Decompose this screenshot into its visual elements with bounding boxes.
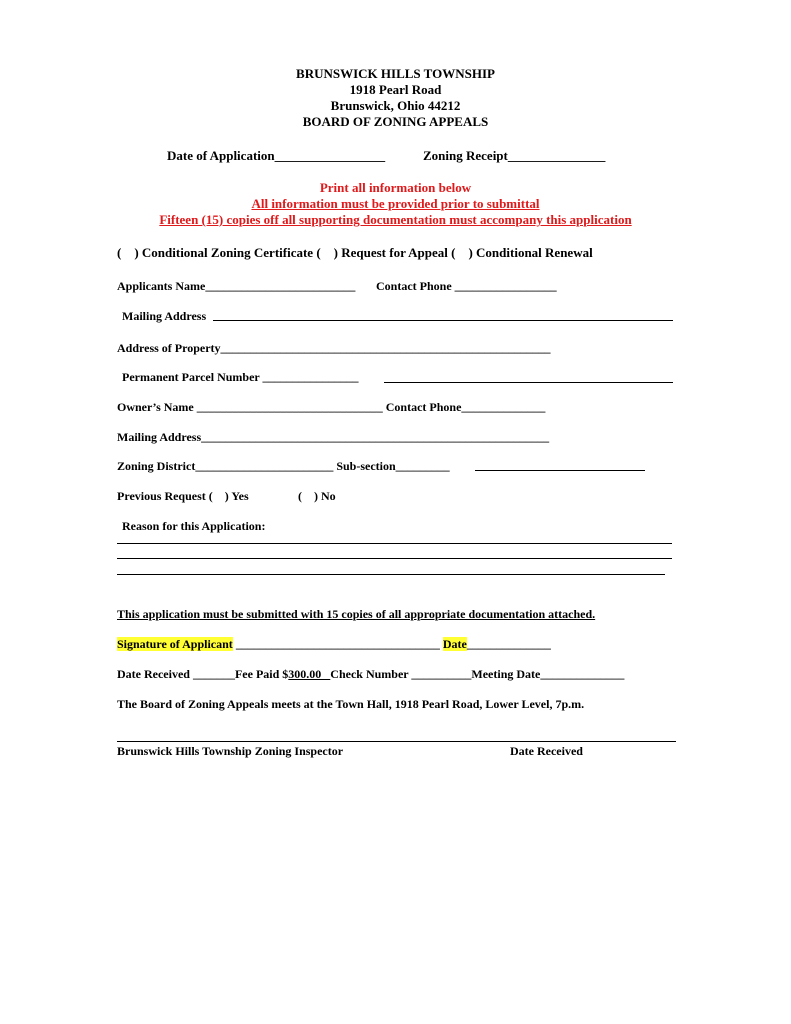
footer-date-received-label: Date Received — [510, 744, 583, 758]
signature-date-label: Date — [442, 637, 467, 651]
zoning-receipt-field[interactable]: Zoning Receipt_______________ — [423, 148, 606, 163]
inspector-signature-line[interactable] — [117, 741, 676, 742]
zoning-district-field[interactable]: Zoning District_______________________ Sub-section_________ — [117, 459, 450, 473]
owners-name-field[interactable]: Owner’s Name _______________________________ Contact Phone______________ — [117, 400, 546, 414]
date-of-application-field[interactable]: Date of Application_________________ — [167, 148, 386, 163]
signature-date-line[interactable]: ______________ — [466, 637, 551, 651]
request-type-options[interactable]: ( ) Conditional Zoning Certificate ( ) Request for Appeal ( ) Conditional Renewal — [117, 245, 593, 260]
instruction-print: Print all information below — [319, 180, 472, 195]
date-received-fee-label[interactable]: Date Received _______Fee Paid $ — [117, 667, 289, 681]
inspector-label: Brunswick Hills Township Zoning Inspector — [117, 744, 344, 758]
instruction-provided: All information must be provided prior to submittal — [251, 196, 540, 211]
office-use-row — [117, 667, 624, 682]
township-name: BRUNSWICK HILLS TOWNSHIP — [296, 66, 495, 81]
previous-request-yes[interactable]: Previous Request ( ) Yes — [117, 489, 249, 503]
board-title: BOARD OF ZONING APPEALS — [302, 114, 489, 129]
mailing-address-line[interactable] — [213, 320, 673, 321]
address-of-property-field[interactable]: Address of Property_______________________________________________________ — [117, 341, 551, 355]
fee-amount: 300.00 — [288, 667, 331, 681]
submission-note: This application must be submitted with 15 copies of all appropriate documentation attached. — [117, 607, 596, 621]
permanent-parcel-field[interactable]: Permanent Parcel Number ________________ — [122, 370, 359, 384]
signature-row — [117, 637, 551, 652]
permanent-parcel-line[interactable] — [384, 382, 673, 383]
instruction-copies: Fifteen (15) copies off all supporting documentation must accompany this application — [159, 212, 632, 227]
contact-phone-field[interactable]: Contact Phone _________________ — [376, 279, 557, 293]
township-city: Brunswick, Ohio 44212 — [330, 98, 461, 113]
signature-label: Signature of Applicant — [117, 637, 233, 651]
mailing-address-label: Mailing Address — [122, 309, 207, 323]
reason-line-1[interactable] — [117, 543, 672, 544]
meeting-info: The Board of Zoning Appeals meets at the Town Hall, 1918 Pearl Road, Lower Level, 7p.m. — [117, 697, 585, 711]
reason-line-2[interactable] — [117, 558, 672, 559]
township-street: 1918 Pearl Road — [349, 82, 442, 97]
check-meeting-fields[interactable]: Check Number __________Meeting Date______________ — [330, 667, 625, 681]
previous-request-no[interactable]: ( ) No — [298, 489, 336, 503]
applicants-name-field[interactable]: Applicants Name_________________________ — [117, 279, 356, 293]
signature-line[interactable]: __________________________________ — [232, 637, 443, 651]
mailing-address-2-field[interactable]: Mailing Address__________________________________________________________ — [117, 430, 550, 444]
reason-line-3[interactable] — [117, 574, 665, 575]
zoning-district-extra-line[interactable] — [475, 470, 645, 471]
reason-label: Reason for this Application: — [122, 519, 266, 533]
